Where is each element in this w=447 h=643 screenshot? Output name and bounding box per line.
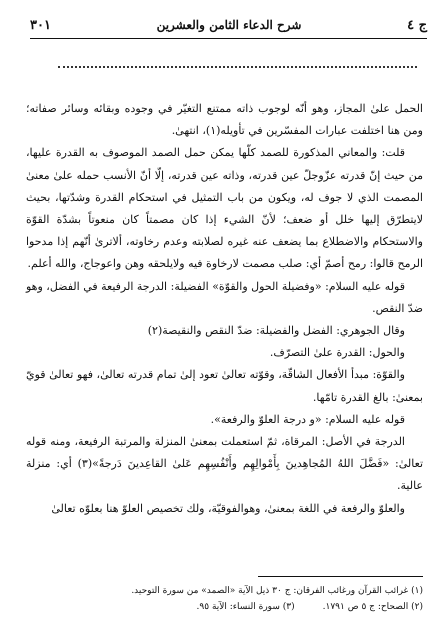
running-header: [30, 14, 427, 36]
paragraph-continuation: الحمل علىٰ المجاز، وهو أنّه لوجوب ذاته ممتنع التغيّر في وجوده وبقائه وسائر صفاته؛ ومن هنا اختلفت عبارات المفسّرين في تأويله(١)، انتهىٰ.: [26, 102, 423, 138]
paragraph-uluww: والعلوّ والرفعة في اللغة بمعنىٰ، وهوالفوقيّة، ولك تخصيص العلوّ هنا بعلوّه تعالىٰ: [51, 501, 405, 515]
footnote-1: (١) غرائب القرآن ورغائب الفرقان: ج ٣٠ ذيل الآية «الصمد» من سورة التوحيد.: [131, 586, 423, 596]
chapter-title: شرح الدعاء الثامن والعشرين: [156, 18, 302, 32]
paragraph-jawhari: وقال الجوهري: الفضل والفضيلة: ضدّ النقص والنقيصة(٢): [147, 324, 405, 338]
header-divider: [30, 38, 427, 39]
paragraph-quwwa: والقوّة: مبدأ الأفعال الشاقّة، وقوّته تعالىٰ تعود إلىٰ تمام قدرته تعالىٰ، فهو تعالىٰ قويّ بمعنىٰ: بالغ القدرة تامّها.: [26, 368, 423, 404]
dotted-divider: [58, 66, 417, 68]
paragraph-commentary: قلت: والمعاني المذكورة للصمد كلّها يمكن حمل الصمد الموصوف به القدرة عليها، من حيث إنّ قدرته عزّوجلّ عين قدرته، وذاته عين قدرته، إلّا أنّ الأنسب حمله علىٰ معنىٰ المصمت الذي لا جوف له، ويكون من باب التمثيل في استحكام القدرة وشدّتها، بحيث لايتطرّق إليها خلل أو ضعف؛ لأنّ الشيء إذا كان مصمتاً كان منعوتاً بشدّة القوّة والاستحكام والاضطلاع بما يضعف عنه غيره لصلابته وعدم رخاوته، ألاترىٰ أنّهم إذا مدحوا الرمح قالوا: رمح أصمّ أي: صلب مصمت لارخاوة فيه ولايلحقه وهن واعوجاج، والله أعلم.: [26, 146, 423, 271]
footnote-row: [26, 599, 423, 615]
volume-label: ج ٤: [407, 17, 427, 33]
footnotes: [26, 583, 423, 615]
footnote-2: (٢) الصحاح: ج ٥ ص ١٧٩١.: [322, 602, 423, 612]
paragraph-quote-fadila: قوله عليه السلام: «وفضيلة الحول والقوّة» الفضيلة: الدرجة الرفيعة في الفضل، وهو ضدّ النقص.: [26, 279, 423, 315]
paragraph-quote-daraja: قوله عليه السلام: «و درجة العلوّ والرفعة».: [210, 412, 405, 426]
footnote-divider: [258, 576, 423, 577]
paragraph-hawl: والحول: القدرة علىٰ التصرّف.: [269, 346, 405, 360]
footnote-3: (٣) سورة النساء: الآية ٩٥.: [196, 602, 295, 612]
main-text: [26, 98, 423, 520]
paragraph-daraja-definition: الدرجة في الأصل: المرقاة، ثمّ استعملت بمعنىٰ المنزلة والمرتبة الرفيعة، ومنه قوله تعالىٰ: «فَضَّلَ اللهُ المُجاهِدينَ بِأَمْوالِهِم وأَنْفُسِهِم عَلىٰ القاعِدينَ دَرجةً»(٣) أي: منزلة عالية.: [26, 435, 424, 493]
page-number: ٣٠١: [30, 17, 51, 33]
